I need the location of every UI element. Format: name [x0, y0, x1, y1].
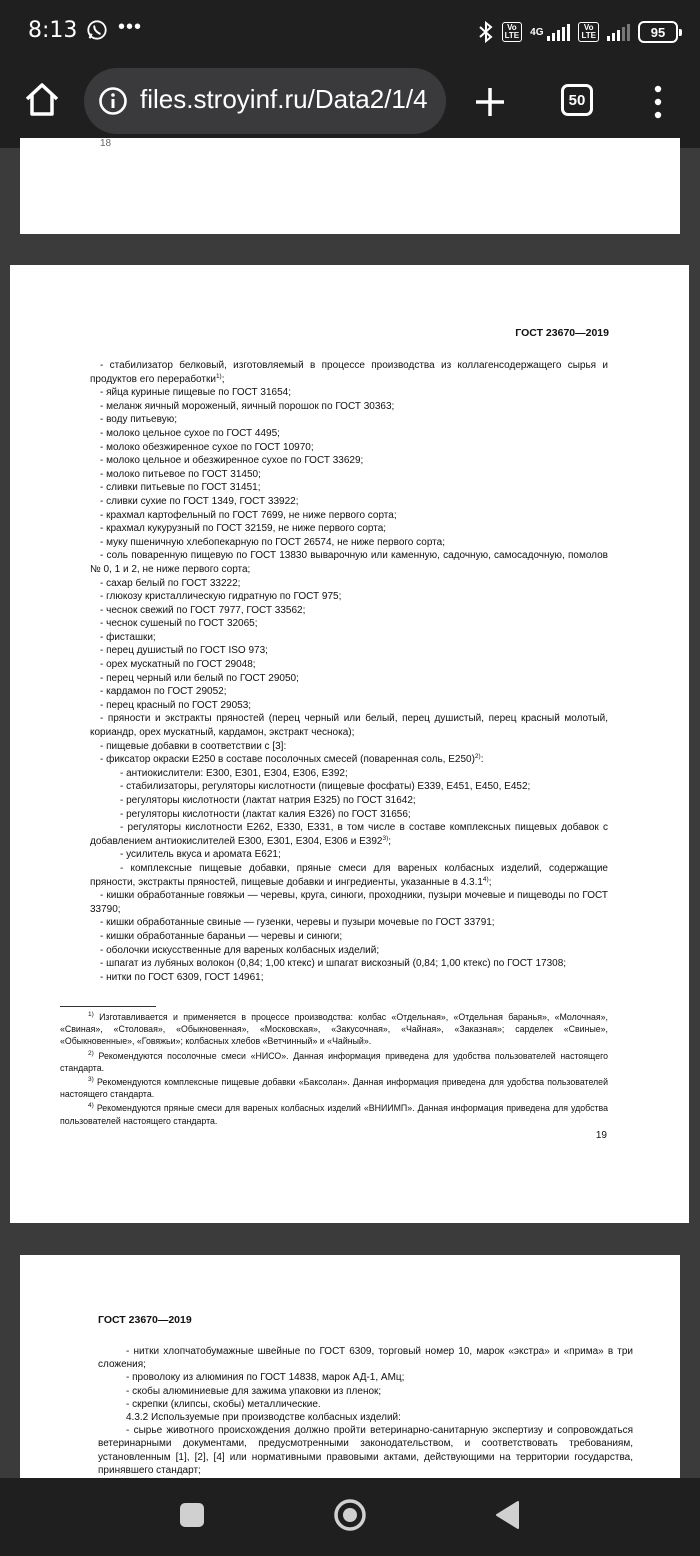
list-item: - перец душистый по ГОСТ ISO 973;	[100, 645, 268, 657]
clock: 8:13	[28, 18, 78, 43]
list-item: 4.3.2 Используемые при производстве колбасных изделий:	[126, 1412, 401, 1424]
browser-toolbar	[0, 64, 700, 148]
list-item: - пряности и экстракты пряностей (перец черный или белый, перец душистый, перец красный молотый, кориандр, орех мускатный, кардамон, экстракт чеснока);	[90, 713, 608, 739]
list-item: - усилитель вкуса и аромата Е621;	[120, 849, 281, 861]
list-item: - кишки обработанные бараньи — черевы и синюги;	[100, 930, 343, 942]
list-item: - фисташки;	[100, 631, 156, 643]
list-item: - чеснок свежий по ГОСТ 7977, ГОСТ 33562;	[100, 604, 306, 616]
next-page-header: ГОСТ 23670—2019	[98, 1314, 192, 1326]
list-item: - регуляторы кислотности (лактат натрия Е325) по ГОСТ 31642;	[120, 795, 416, 806]
signal-4g-icon	[547, 23, 570, 41]
list-item: - скрепки (клипсы, скобы) металлические.	[126, 1398, 321, 1410]
back-button[interactable]	[494, 1500, 520, 1530]
pdf-viewer[interactable]	[0, 138, 700, 1478]
list-item: - нитки хлопчатобумажные швейные по ГОСТ 6309, торговый номер 10, марок «экстра» и «прима» в три сложения;	[98, 1346, 633, 1371]
network-type: 4G	[530, 26, 544, 38]
overflow-menu-icon[interactable]	[650, 82, 666, 122]
address-bar[interactable]	[84, 68, 446, 134]
signal-icon	[607, 23, 630, 41]
site-info-icon[interactable]	[98, 86, 128, 116]
list-item: - муку пшеничную хлебопекарную по ГОСТ 26574, не ниже первого сорта;	[100, 536, 445, 548]
list-item: - стабилизаторы, регуляторы кислотности (пищевые фосфаты) Е339, Е451, Е450, Е452;	[120, 781, 531, 793]
list-item: - сливки питьевые по ГОСТ 31451;	[100, 482, 261, 494]
footnote: $^{3)}$ Рекомендуются комплексные пищевые добавки «Баксолан». Данная информация приведена для удобства пользователей настоящего стандарта.	[60, 1076, 608, 1100]
list-item: - молоко цельное сухое по ГОСТ 4495;	[100, 427, 280, 439]
tab-switcher-button[interactable]	[561, 84, 593, 116]
page-number: 19	[595, 1130, 607, 1141]
list-item: - глюкозу кристаллическую гидратную по ГОСТ 975;	[100, 591, 342, 603]
volte-icon: Vo LTE	[578, 22, 599, 42]
recent-apps-button[interactable]	[180, 1503, 204, 1527]
list-item: - проволоку из алюминия по ГОСТ 14838, марок АД-1, АМц;	[126, 1372, 405, 1384]
list-item: - крахмал картофельный по ГОСТ 7699, не ниже первого сорта;	[100, 509, 397, 521]
bluetooth-icon	[478, 20, 494, 44]
list-item: - кишки обработанные говяжьи — черевы, круга, синюги, проходники, пузыри мочевые и пищеводы по ГОСТ 33790;	[90, 890, 608, 915]
status-icons	[478, 18, 678, 46]
list-item: - молоко питьевое по ГОСТ 31450;	[100, 468, 261, 480]
list-item: - регуляторы кислотности Е262, Е330, Е331, в том числе в составе комплексных пищевых добавок с добавлением антиокислителей Е300, Е301, Е304, Е306 и Е392$^{3)}$;	[90, 822, 608, 847]
volte-icon: Vo LTE	[502, 22, 523, 42]
list-item: - фиксатор окраски Е250 в составе посолочных смесей (поваренная соль, Е250)$^{2)}$:	[100, 753, 484, 766]
footnote: $^{2)}$ Рекомендуются посолочные смеси «НИСО». Данная информация приведена для удобства пользователей настоящего стандарта.	[60, 1049, 608, 1073]
list-item: - перец красный по ГОСТ 29053;	[100, 699, 252, 711]
list-item: - меланж яичный мороженый, яичный порошок по ГОСТ 30363;	[100, 400, 395, 412]
list-item: - молоко цельное и обезжиренное сухое по ГОСТ 33629;	[100, 455, 364, 467]
home-icon[interactable]	[22, 80, 62, 120]
list-item: - орех мускатный по ГОСТ 29048;	[100, 659, 256, 671]
next-page	[20, 1255, 680, 1495]
tab-count: 50	[568, 91, 586, 109]
list-item: - сливки сухие по ГОСТ 1349, ГОСТ 33922;	[100, 495, 299, 507]
list-item: - нитки по ГОСТ 6309, ГОСТ 14961;	[100, 971, 264, 983]
list-item: - сырье животного происхождения должно пройти ветеринарно-санитарную экспертизу и сопровождаться ветеринарными документами, предусмотренными законодательством, и соответствовать требованиям, установленным [1], [2], [4] или нормативными правовыми актами, действующими на территории государства, принявшего стандарт;	[98, 1425, 633, 1476]
footnote: $^{1)}$ Изготавливается и применяется в процессе производства: колбас «Отдельная», «Отдельная баранья», «Молочная», «Свиная», «Столовая», «Обыкновенная», «Московская», «Закусочная», «Чайная», «Заказная»; сарделек «Свиные», «Обыкновенные», «Говяжьи»; колбасных хлебов «Ветчинный» и «Чайный».	[60, 1011, 608, 1047]
page-body	[90, 359, 608, 984]
whatsapp-icon	[86, 19, 108, 41]
list-item: - шпагат из лубяных волокон (0,84; 1,00 ктекс) и шпагат вискозный (0,84; 1,00 ктекс) по ГОСТ 17308;	[100, 958, 567, 970]
next-page-body	[98, 1345, 633, 1477]
url-text[interactable]: files.stroyinf.ru/Data2/1/4	[140, 84, 428, 114]
home-button[interactable]	[333, 1498, 367, 1532]
list-item: - соль поваренную пищевую по ГОСТ 13830 выварочную или каменную, садочную, самосадочную, помолов № 0, 1 и 2, не ниже первого сорта;	[90, 550, 608, 575]
status-bar	[0, 0, 700, 64]
new-tab-icon[interactable]	[470, 82, 510, 122]
previous-page-number: 18	[100, 138, 112, 149]
previous-page	[20, 138, 680, 234]
list-item: - кишки обработанные свиные — гузенки, черевы и пузыри мочевые по ГОСТ 33791;	[100, 917, 495, 929]
list-item: - яйца куриные пищевые по ГОСТ 31654;	[100, 387, 292, 399]
list-item: - стабилизатор белковый, изготовляемый в процессе производства из коллагенсодержащего сырья и продуктов его переработки$^{1)}$;	[90, 360, 608, 385]
list-item: - пищевые добавки в соответствии с [3]:	[100, 740, 287, 752]
list-item: - скобы алюминиевые для зажима упаковки из пленок;	[126, 1385, 382, 1397]
list-item: - сахар белый по ГОСТ 33222;	[100, 577, 241, 589]
footnote-divider	[60, 1006, 156, 1007]
list-item: - воду питьевую;	[100, 414, 177, 426]
list-item: - чеснок сушеный по ГОСТ 32065;	[100, 618, 258, 630]
list-item: - перец черный или белый по ГОСТ 29050;	[100, 672, 299, 684]
list-item: - комплексные пищевые добавки, пряные смеси для вареных колбасных изделий, содержащие пряности, экстракты пряностей, пищевые добавки и ингредиенты, указанные в 4.3.1$^{4)}$;	[90, 862, 608, 888]
list-item: - регуляторы кислотности (лактат калия Е326) по ГОСТ 31656;	[120, 808, 411, 820]
list-item: - антиокислители: Е300, Е301, Е304, Е306, Е392;	[120, 767, 348, 779]
more-notifications-icon: •••	[118, 16, 143, 38]
footnotes	[60, 1011, 608, 1129]
battery-icon: 95	[638, 21, 678, 43]
document-page	[10, 265, 689, 1223]
list-item: - молоко обезжиренное сухое по ГОСТ 10970;	[100, 441, 314, 453]
list-item: - оболочки искусственные для вареных колбасных изделий;	[100, 944, 380, 956]
list-item: - кардамон по ГОСТ 29052;	[100, 686, 227, 698]
list-item: - крахмал кукурузный по ГОСТ 32159, не ниже первого сорта;	[100, 523, 387, 535]
footnote: $^{4)}$ Рекомендуются пряные смеси для вареных колбасных изделий «ВНИИМП». Данная информация приведена для удобства пользователей настоящего стандарта.	[60, 1102, 608, 1126]
system-nav-bar	[0, 1478, 700, 1556]
page-header: ГОСТ 23670—2019	[515, 327, 609, 339]
